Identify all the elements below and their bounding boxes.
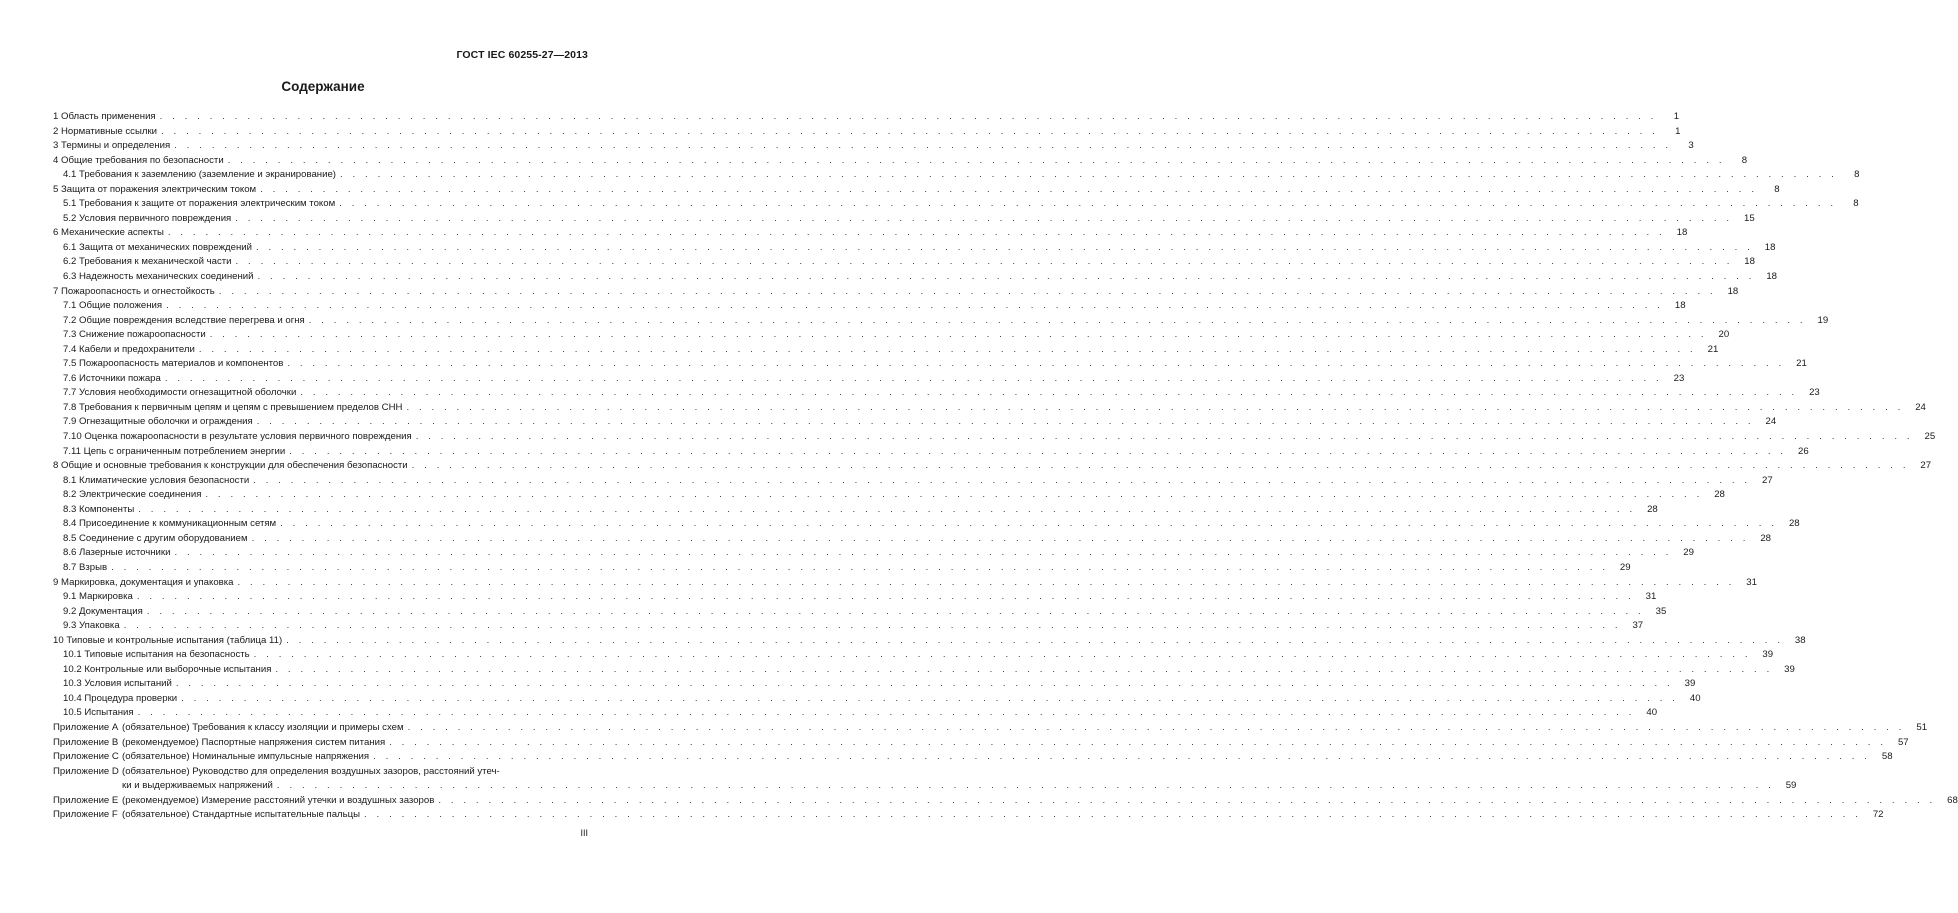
toc-entry-page: 3: [1688, 140, 1694, 152]
toc-leader-dots: . . . . . . . . . . . . . . . . . . . . . . . . . . . . . . . . . . . . . . . . . . . . . . . . . . . . . . . . . . . . . . . . . . . . . . . . . . . . . . . . . . . . . . . . . . . . . . . . . . . . . . . . . . . . . . . . . . . . . . . .: [161, 125, 1659, 137]
toc-entry-page: 27: [1920, 460, 1932, 472]
toc-leader-dots: . . . . . . . . . . . . . . . . . . . . . . . . . . . . . . . . . . . . . . . . . . . . . . . . . . . . . . . . . . . . . . . . . . . . . . . . . . . . . . . . . . . . . . . . . . . . . . . . . . . . . . . . . . . . . . . . . . . . . . . .: [257, 271, 1755, 283]
toc-entry[interactable]: [53, 226, 1688, 241]
toc-leader-dots: . . . . . . . . . . . . . . . . . . . . . . . . . . . . . . . . . . . . . . . . . . . . . . . . . . . . . . . . . . . . . . . . . . . . . . . . . . . . . . . . . . . . . . . . . . . . . . . . . . . . . . . . . . . . . . . . . . . . . . . .: [235, 256, 1733, 268]
toc-entry-page: 18: [1766, 271, 1777, 283]
toc-entry-label: 8.6 Лазерные источники: [63, 547, 171, 559]
toc-entry-label: 7.6 Источники пожара: [63, 372, 161, 384]
toc-entry-page: 18: [1764, 241, 1776, 253]
toc-entry-label: 10.5 Испытания: [63, 707, 134, 719]
toc-leader-dots: . . . . . . . . . . . . . . . . . . . . . . . . . . . . . . . . . . . . . . . . . . . . . . . . . . . . . . . . . . . . . . . . . . . . . . . . . . . . . . . . . . . . . . . . . . . . . . . . . . . . . . . . . . . . . . . . . . . . . . . .: [174, 547, 1672, 559]
toc-leader-dots: . . . . . . . . . . . . . . . . . . . . . . . . . . . . . . . . . . . . . . . . . . . . . . . . . . . . . . . . . . . . . . . . . . . . . . . . . . . . . . . . . . . . . . . . . . . . . . . . . . . . . . . . . . . . . . . . . . . . . . . .: [218, 285, 1717, 297]
toc-leader-dots: . . . . . . . . . . . . . . . . . . . . . . . . . . . . . . . . . . . . . . . . . . . . . . . . . . . . . . . . . . . . . . . . . . . . . . . . . . . . . . . . . . . . . . . . . . . . . . . . . . . . . . . . . . . . . . . . . . . . . . . .: [340, 169, 1838, 181]
toc-entry-page: 28: [1714, 489, 1725, 501]
toc-entry-label: 10 Типовые и контрольные испытания (таблица 11): [53, 634, 283, 646]
appendix-entry[interactable]: [53, 794, 1958, 809]
toc-entry-page: 40: [1689, 692, 1701, 704]
toc-entry-label: 2 Нормативные ссылки: [53, 125, 158, 137]
toc-leader-dots: . . . . . . . . . . . . . . . . . . . . . . . . . . . . . . . . . . . . . . . . . . . . . . . . . . . . . . . . . . . . . . . . . . . . . . . . . . . . . . . . . . . . . . . . . . . . . . . . . . . . . . . . . . . . . . . . . . . . . . . .: [406, 401, 1904, 413]
appendix-title: (обязательное) Стандартные испытательные пальцы: [122, 809, 361, 821]
toc-entry-page: 31: [1645, 591, 1657, 603]
toc-entry-label: 9.1 Маркировка: [63, 591, 133, 603]
toc-leader-dots: . . . . . . . . . . . . . . . . . . . . . . . . . . . . . . . . . . . . . . . . . . . . . . . . . . . . . . . . . . . . . . . . . . . . . . . . . . . . . . . . . . . . . . . . . . . . . . . . . . . . . . . . . . . . . . . . . . . . . . . .: [300, 387, 1798, 399]
toc-entry-page: 23: [1809, 387, 1820, 399]
toc-entry-label: 8.5 Соединение с другим оборудованием: [63, 532, 248, 544]
toc-leader-dots: . . . . . . . . . . . . . . . . . . . . . . . . . . . . . . . . . . . . . . . . . . . . . . . . . . . . . . . . . . . . . . . . . . . . . . . . . . . . . . . . . . . . . . . . . . . . . . . . . . . . . . . . . . . . . . . . . . . . . . . .: [287, 358, 1785, 370]
appendix-entry[interactable]: [53, 808, 1884, 823]
toc-entry-page: 39: [1762, 649, 1774, 661]
toc-entry-page: 37: [1632, 620, 1644, 632]
toc-entry-page: 1: [1673, 111, 1680, 122]
toc-entry-label: 7.11 Цепь с ограниченным потреблением энергии: [63, 445, 286, 457]
toc-entry[interactable]: [53, 590, 1657, 605]
toc-entry[interactable]: [53, 183, 1780, 198]
toc-leader-dots: . . . . . . . . . . . . . . . . . . . . . . . . . . . . . . . . . . . . . . . . . . . . . . . . . . . . . . . . . . . . . . . . . . . . . . . . . . . . . . . . . . . . . . . . . . . . . . . . . . . . . . . . . . . . . . . . . . . . . . . .: [174, 140, 1672, 152]
toc-entry[interactable]: [53, 459, 1932, 474]
toc-entry[interactable]: [53, 299, 1686, 314]
appendix-title: (обязательное) Требования к классу изоляции и примеры схем: [122, 721, 404, 733]
toc-entry-page: 23: [1673, 372, 1685, 384]
toc-leader-dots: . . . . . . . . . . . . . . . . . . . . . . . . . . . . . . . . . . . . . . . . . . . . . . . . . . . . . . . . . . . . . . . . . . . . . . . . . . . . . . . . . . . . . . . . . . . . . . . . . . . . . . . . . . . . . . . . . . . . . . . .: [255, 241, 1754, 253]
toc-entry[interactable]: [53, 197, 1859, 212]
toc-entry-label: 5.2 Условия первичного повреждения: [63, 212, 232, 224]
toc-entry[interactable]: [53, 255, 1755, 270]
toc-entry-page: 8: [1774, 183, 1780, 195]
toc-leader-dots: . . . . . . . . . . . . . . . . . . . . . . . . . . . . . . . . . . . . . . . . . . . . . . . . . . . . . . . . . . . . . . . . . . . . . . . . . . . . . . . . . . . . . . . . . . . . . . . . . . . . . . . . . . . . . . . . . . . . . . . .: [308, 314, 1807, 326]
toc-leader-dots: . . . . . . . . . . . . . . . . . . . . . . . . . . . . . . . . . . . . . . . . . . . . . . . . . . . . . . . . . . . . . . . . . . . . . . . . . . . . . . . . . . . . . . . . . . . . . . . . . . . . . . . . . . . . . . . . . . . . . . . .: [138, 503, 1636, 515]
appendix-prefix: Приложение D: [53, 765, 119, 777]
document-code: ГОСТ IEC 60255-27—2013: [456, 49, 588, 61]
toc-entry-page: 38: [1794, 634, 1806, 646]
toc-leader-dots: . . . . . . . . . . . . . . . . . . . . . . . . . . . . . . . . . . . . . . . . . . . . . . . . . . . . . . . . . . . . . . . . . . . . . . . . . . . . . . . . . . . . . . . . . . . . . . . . . . . . . . . . . . . . . . . . . . . . . . . .: [136, 591, 1635, 603]
toc-entry-page: 18: [1676, 227, 1688, 239]
toc-leader-dots: . . . . . . . . . . . . . . . . . . . . . . . . . . . . . . . . . . . . . . . . . . . . . . . . . . . . . . . . . . . . . . . . . . . . . . . . . . . . . . . . . . . . . . . . . . . . . . . . . . . . . . . . . . . . . . . . . . . . . . . .: [166, 300, 1664, 312]
toc-leader-dots: . . . . . . . . . . . . . . . . . . . . . . . . . . . . . . . . . . . . . . . . . . . . . . . . . . . . . . . . . . . . . . . . . . . . . . . . . . . . . . . . . . . . . . . . . . . . . . . . . . . . . . . . . . . . . . . . . . . . . . . .: [373, 751, 1871, 763]
toc-entry-label: 5.1 Требования к защите от поражения электрическим током: [63, 198, 336, 210]
toc-leader-dots: . . . . . . . . . . . . . . . . . . . . . . . . . . . . . . . . . . . . . . . . . . . . . . . . . . . . . . . . . . . . . . . . . . . . . . . . . . . . . . . . . . . . . . . . . . . . . . . . . . . . . . . . . . . . . . . . . . . . . . . .: [111, 561, 1609, 573]
toc-entry[interactable]: [53, 285, 1739, 300]
toc-entry[interactable]: [53, 168, 1860, 183]
toc-entry[interactable]: [53, 154, 1748, 169]
toc-entry[interactable]: [53, 270, 1777, 285]
toc-entry[interactable]: [53, 488, 1725, 503]
toc-entry-page: 1: [1675, 125, 1681, 137]
appendix-title-continued: ки и выдерживаемых напряжений: [122, 780, 273, 792]
appendix-prefix: Приложение C: [53, 751, 119, 763]
toc-entry-label: 6 Механические аспекты: [53, 227, 164, 239]
toc-entry[interactable]: [53, 328, 1730, 343]
toc-leader-dots: . . . . . . . . . . . . . . . . . . . . . . . . . . . . . . . . . . . . . . . . . . . . . . . . . . . . . . . . . . . . . . . . . . . . . . . . . . . . . . . . . . . . . . . . . . . . . . . . . . . . . . . . . . . . . . . . . . . . . . . .: [275, 663, 1773, 675]
toc-entry-page: 21: [1796, 358, 1807, 370]
toc-leader-dots: . . . . . . . . . . . . . . . . . . . . . . . . . . . . . . . . . . . . . . . . . . . . . . . . . . . . . . . . . . . . . . . . . . . . . . . . . . . . . . . . . . . . . . . . . . . . . . . . . . . . . . . . . . . . . . . . . . . . . . . .: [286, 634, 1784, 646]
toc-leader-dots: . . . . . . . . . . . . . . . . . . . . . . . . . . . . . . . . . . . . . . . . . . . . . . . . . . . . . . . . . . . . . . . . . . . . . . . . . . . . . . . . . . . . . . . . . . . . . . . . . . . . . . . . . . . . . . . . . . . . . . . .: [175, 678, 1674, 690]
toc-leader-dots: . . . . . . . . . . . . . . . . . . . . . . . . . . . . . . . . . . . . . . . . . . . . . . . . . . . . . . . . . . . . . . . . . . . . . . . . . . . . . . . . . . . . . . . . . . . . . . . . . . . . . . . . . . . . . . . . . . . . . . . .: [280, 518, 1778, 530]
toc-entry[interactable]: [53, 212, 1755, 227]
toc-entry-label: 4.1 Требования к заземлению (заземление и экранирование): [63, 169, 336, 181]
toc-leader-dots: . . . . . . . . . . . . . . . . . . . . . . . . . . . . . . . . . . . . . . . . . . . . . . . . . . . . . . . . . . . . . . . . . . . . . . . . . . . . . . . . . . . . . . . . . . . . . . . . . . . . . . . . . . . . . . . . . . . . . . . .: [227, 154, 1726, 166]
appendix-prefix: Приложение A: [53, 721, 119, 733]
toc-leader-dots: . . . . . . . . . . . . . . . . . . . . . . . . . . . . . . . . . . . . . . . . . . . . . . . . . . . . . . . . . . . . . . . . . . . . . . . . . . . . . . . . . . . . . . . . . . . . . . . . . . . . . . . . . . . . . . . . . . . . . . . .: [411, 460, 1910, 472]
toc-entry-label: 6.1 Защита от механических повреждений: [63, 241, 252, 253]
toc-entry-label: 7.3 Снижение пожароопасности: [63, 329, 206, 341]
toc-leader-dots: . . . . . . . . . . . . . . . . . . . . . . . . . . . . . . . . . . . . . . . . . . . . . . . . . . . . . . . . . . . . . . . . . . . . . . . . . . . . . . . . . . . . . . . . . . . . . . . . . . . . . . . . . . . . . . . . . . . . . . . .: [164, 372, 1663, 384]
toc-leader-dots: . . . . . . . . . . . . . . . . . . . . . . . . . . . . . . . . . . . . . . . . . . . . . . . . . . . . . . . . . . . . . . . . . . . . . . . . . . . . . . . . . . . . . . . . . . . . . . . . . . . . . . . . . . . . . . . . . . . . . . . .: [146, 605, 1645, 617]
toc-entry-page: 25: [1924, 431, 1936, 443]
appendix-entry[interactable]: [53, 750, 1893, 765]
appendix-page: 57: [1897, 736, 1909, 748]
toc-entry-page: 24: [1915, 401, 1926, 413]
toc-entry[interactable]: [53, 605, 1667, 620]
toc-entry[interactable]: [53, 576, 1757, 591]
toc-entry-page: 29: [1683, 547, 1694, 559]
appendix-prefix: Приложение F: [53, 809, 118, 821]
toc-entry-page: 21: [1707, 343, 1719, 355]
toc-entry-label: 10.3 Условия испытаний: [63, 678, 172, 690]
toc-entry-label: 8.4 Присоединение к коммуникационным сетям: [63, 518, 277, 530]
appendix-page: 58: [1881, 751, 1893, 763]
toc-leader-dots: . . . . . . . . . . . . . . . . . . . . . . . . . . . . . . . . . . . . . . . . . . . . . . . . . . . . . . . . . . . . . . . . . . . . . . . . . . . . . . . . . . . . . . . . . . . . . . . . . . . . . . . . . . . . . . . . . . . . . . . .: [438, 794, 1936, 806]
toc-entry[interactable]: [53, 125, 1681, 140]
appendix-entry-continuation: [53, 779, 1797, 794]
toc-entry-label: 5 Защита от поражения электрическим током: [53, 183, 257, 195]
toc-entry[interactable]: [53, 314, 1829, 329]
toc-entry[interactable]: [53, 561, 1631, 576]
toc-leader-dots: . . . . . . . . . . . . . . . . . . . . . . . . . . . . . . . . . . . . . . . . . . . . . . . . . . . . . . . . . . . . . . . . . . . . . . . . . . . . . . . . . . . . . . . . . . . . . . . . . . . . . . . . . . . . . . . . . . . . . . . .: [123, 620, 1622, 632]
appendix-page: 51: [1916, 721, 1928, 733]
toc-entry-label: 7.8 Требования к первичным цепям и цепям с превышением пределов СНН: [63, 401, 403, 413]
toc-leader-dots: . . . . . . . . . . . . . . . . . . . . . . . . . . . . . . . . . . . . . . . . . . . . . . . . . . . . . . . . . . . . . . . . . . . . . . . . . . . . . . . . . . . . . . . . . . . . . . . . . . . . . . . . . . . . . . . . . . . . . . . .: [339, 198, 1837, 210]
toc-leader-dots: . . . . . . . . . . . . . . . . . . . . . . . . . . . . . . . . . . . . . . . . . . . . . . . . . . . . . . . . . . . . . . . . . . . . . . . . . . . . . . . . . . . . . . . . . . . . . . . . . . . . . . . . . . . . . . . . . . . . . . . .: [137, 707, 1636, 719]
toc-entry[interactable]: [53, 110, 1680, 125]
toc-leader-dots: . . . . . . . . . . . . . . . . . . . . . . . . . . . . . . . . . . . . . . . . . . . . . . . . . . . . . . . . . . . . . . . . . . . . . . . . . . . . . . . . . . . . . . . . . . . . . . . . . . . . . . . . . . . . . . . . . . . . . . . .: [253, 649, 1752, 661]
toc-entry-label: 9.3 Упаковка: [63, 620, 120, 632]
toc-entry[interactable]: [53, 430, 1936, 445]
toc-entry[interactable]: [53, 139, 1694, 154]
toc-entry-label: 10.2 Контрольные или выборочные испытания: [63, 663, 272, 675]
appendix-page: 72: [1872, 809, 1884, 821]
toc-entry-label: 10.1 Типовые испытания на безопасность: [63, 649, 250, 661]
toc-leader-dots: . . . . . . . . . . . . . . . . . . . . . . . . . . . . . . . . . . . . . . . . . . . . . . . . . . . . . . . . . . . . . . . . . . . . . . . . . . . . . . . . . . . . . . . . . . . . . . . . . . . . . . . . . . . . . . . . . . . . . . . .: [276, 780, 1775, 792]
toc-leader-dots: . . . . . . . . . . . . . . . . . . . . . . . . . . . . . . . . . . . . . . . . . . . . . . . . . . . . . . . . . . . . . . . . . . . . . . . . . . . . . . . . . . . . . . . . . . . . . . . . . . . . . . . . . . . . . . . . . . . . . . . .: [364, 809, 1862, 821]
toc-leader-dots: . . . . . . . . . . . . . . . . . . . . . . . . . . . . . . . . . . . . . . . . . . . . . . . . . . . . . . . . . . . . . . . . . . . . . . . . . . . . . . . . . . . . . . . . . . . . . . . . . . . . . . . . . . . . . . . . . . . . . . . .: [237, 576, 1735, 588]
table-of-contents: [53, 110, 1958, 823]
toc-entry[interactable]: [53, 706, 1658, 721]
appendix-title: (обязательное) Номинальные импульсные напряжения: [122, 751, 370, 763]
appendix-prefix: Приложение E: [53, 794, 119, 806]
toc-entry[interactable]: [53, 546, 1694, 561]
toc-entry[interactable]: [53, 517, 1800, 532]
toc-entry-label: 6.3 Надежность механических соединений: [63, 271, 254, 283]
toc-leader-dots: . . . . . . . . . . . . . . . . . . . . . . . . . . . . . . . . . . . . . . . . . . . . . . . . . . . . . . . . . . . . . . . . . . . . . . . . . . . . . . . . . . . . . . . . . . . . . . . . . . . . . . . . . . . . . . . . . . . . . . . .: [198, 343, 1697, 355]
toc-leader-dots: . . . . . . . . . . . . . . . . . . . . . . . . . . . . . . . . . . . . . . . . . . . . . . . . . . . . . . . . . . . . . . . . . . . . . . . . . . . . . . . . . . . . . . . . . . . . . . . . . . . . . . . . . . . . . . . . . . . . . . . .: [167, 227, 1666, 239]
toc-entry-label: 7.2 Общие повреждения вследствие перегрева и огня: [63, 314, 305, 326]
appendix-prefix: Приложение B: [53, 736, 119, 748]
toc-entry[interactable]: [53, 474, 1773, 489]
toc-leader-dots: . . . . . . . . . . . . . . . . . . . . . . . . . . . . . . . . . . . . . . . . . . . . . . . . . . . . . . . . . . . . . . . . . . . . . . . . . . . . . . . . . . . . . . . . . . . . . . . . . . . . . . . . . . . . . . . . . . . . . . . .: [205, 489, 1703, 501]
toc-entry[interactable]: [53, 401, 1926, 416]
toc-entry-label: 8 Общие и основные требования к конструкции для обеспечения безопасности: [53, 460, 408, 472]
toc-leader-dots: . . . . . . . . . . . . . . . . . . . . . . . . . . . . . . . . . . . . . . . . . . . . . . . . . . . . . . . . . . . . . . . . . . . . . . . . . . . . . . . . . . . . . . . . . . . . . . . . . . . . . . . . . . . . . . . . . . . . . . . .: [159, 111, 1658, 122]
toc-leader-dots: . . . . . . . . . . . . . . . . . . . . . . . . . . . . . . . . . . . . . . . . . . . . . . . . . . . . . . . . . . . . . . . . . . . . . . . . . . . . . . . . . . . . . . . . . . . . . . . . . . . . . . . . . . . . . . . . . . . . . . . .: [415, 431, 1914, 443]
toc-entry-label: 8.3 Компоненты: [63, 503, 135, 515]
toc-entry-page: 18: [1727, 285, 1739, 297]
toc-entry-label: 9 Маркировка, документация и упаковка: [53, 576, 234, 588]
toc-entry[interactable]: [53, 532, 1772, 547]
toc-entry-label: 4 Общие требования по безопасности: [53, 154, 224, 166]
toc-entry-page: 29: [1619, 561, 1631, 573]
toc-entry-page: 40: [1646, 707, 1658, 719]
toc-entry-page: 28: [1788, 518, 1800, 530]
toc-entry[interactable]: [53, 415, 1777, 430]
toc-leader-dots: . . . . . . . . . . . . . . . . . . . . . . . . . . . . . . . . . . . . . . . . . . . . . . . . . . . . . . . . . . . . . . . . . . . . . . . . . . . . . . . . . . . . . . . . . . . . . . . . . . . . . . . . . . . . . . . . . . . . . . . .: [389, 736, 1887, 748]
toc-entry[interactable]: [53, 372, 1685, 387]
toc-entry-label: 7.5 Пожароопасность материалов и компонентов: [63, 358, 284, 370]
toc-entry-page: 8: [1853, 198, 1859, 210]
toc-leader-dots: . . . . . . . . . . . . . . . . . . . . . . . . . . . . . . . . . . . . . . . . . . . . . . . . . . . . . . . . . . . . . . . . . . . . . . . . . . . . . . . . . . . . . . . . . . . . . . . . . . . . . . . . . . . . . . . . . . . . . . . .: [235, 212, 1733, 224]
toc-entry-page: 27: [1761, 474, 1773, 486]
toc-entry[interactable]: [53, 343, 1719, 358]
toc-leader-dots: . . . . . . . . . . . . . . . . . . . . . . . . . . . . . . . . . . . . . . . . . . . . . . . . . . . . . . . . . . . . . . . . . . . . . . . . . . . . . . . . . . . . . . . . . . . . . . . . . . . . . . . . . . . . . . . . . . . . . . . .: [407, 721, 1906, 733]
toc-entry-label: 7 Пожароопасность и огнестойкость: [53, 285, 215, 297]
toc-entry-label: 7.10 Оценка пожароопасности в результате условия первичного повреждения: [63, 431, 412, 443]
toc-entry[interactable]: [53, 634, 1806, 649]
page-number: III: [580, 828, 588, 838]
toc-leader-dots: . . . . . . . . . . . . . . . . . . . . . . . . . . . . . . . . . . . . . . . . . . . . . . . . . . . . . . . . . . . . . . . . . . . . . . . . . . . . . . . . . . . . . . . . . . . . . . . . . . . . . . . . . . . . . . . . . . . . . . . .: [256, 416, 1755, 428]
toc-leader-dots: . . . . . . . . . . . . . . . . . . . . . . . . . . . . . . . . . . . . . . . . . . . . . . . . . . . . . . . . . . . . . . . . . . . . . . . . . . . . . . . . . . . . . . . . . . . . . . . . . . . . . . . . . . . . . . . . . . . . . . . .: [260, 183, 1758, 195]
toc-entry[interactable]: [53, 663, 1795, 678]
toc-entry-page: 20: [1718, 329, 1730, 341]
toc-entry-page: 18: [1744, 256, 1755, 268]
appendix-entry[interactable]: [53, 736, 1909, 751]
toc-entry-label: 3 Термины и определения: [53, 140, 171, 152]
toc-entry-page: 28: [1647, 503, 1658, 515]
toc-entry[interactable]: [53, 619, 1644, 634]
appendix-entry[interactable]: [53, 721, 1928, 736]
toc-entry-label: 8.1 Климатические условия безопасности: [63, 474, 250, 486]
toc-entry-page: 26: [1798, 445, 1809, 457]
toc-entry[interactable]: [53, 445, 1809, 460]
toc-entry-page: 8: [1741, 154, 1748, 166]
toc-entry-page: 39: [1784, 663, 1795, 675]
toc-entry-page: 18: [1674, 300, 1686, 312]
toc-leader-dots: . . . . . . . . . . . . . . . . . . . . . . . . . . . . . . . . . . . . . . . . . . . . . . . . . . . . . . . . . . . . . . . . . . . . . . . . . . . . . . . . . . . . . . . . . . . . . . . . . . . . . . . . . . . . . . . . . . . . . . . .: [289, 445, 1787, 457]
toc-entry-label: 7.4 Кабели и предохранители: [63, 343, 195, 355]
toc-entry-label: 7.7 Условия необходимости огнезащитной оболочки: [63, 387, 297, 399]
toc-entry-page: 19: [1817, 314, 1829, 326]
toc-entry[interactable]: [53, 648, 1774, 663]
toc-entry-page: 39: [1684, 678, 1696, 690]
toc-leader-dots: . . . . . . . . . . . . . . . . . . . . . . . . . . . . . . . . . . . . . . . . . . . . . . . . . . . . . . . . . . . . . . . . . . . . . . . . . . . . . . . . . . . . . . . . . . . . . . . . . . . . . . . . . . . . . . . . . . . . . . . .: [251, 532, 1750, 544]
toc-entry[interactable]: [53, 241, 1776, 256]
toc-entry-label: 8.2 Электрические соединения: [63, 489, 202, 501]
toc-entry-label: 9.2 Документация: [63, 605, 143, 617]
page-title: Содержание: [281, 79, 365, 94]
toc-entry-page: 28: [1760, 532, 1772, 544]
toc-entry[interactable]: [53, 503, 1658, 518]
toc-entry-label: 10.4 Процедура проверки: [63, 692, 178, 704]
toc-leader-dots: . . . . . . . . . . . . . . . . . . . . . . . . . . . . . . . . . . . . . . . . . . . . . . . . . . . . . . . . . . . . . . . . . . . . . . . . . . . . . . . . . . . . . . . . . . . . . . . . . . . . . . . . . . . . . . . . . . . . . . . .: [253, 474, 1751, 486]
appendix-page: 59: [1785, 780, 1797, 792]
appendix-title: (рекомендуемое) Паспортные напряжения систем питания: [122, 736, 386, 748]
toc-leader-dots: . . . . . . . . . . . . . . . . . . . . . . . . . . . . . . . . . . . . . . . . . . . . . . . . . . . . . . . . . . . . . . . . . . . . . . . . . . . . . . . . . . . . . . . . . . . . . . . . . . . . . . . . . . . . . . . . . . . . . . . .: [209, 329, 1708, 341]
toc-entry-page: 15: [1744, 212, 1755, 224]
appendix-title: (обязательное) Руководство для определения воздушных зазоров, расстояний утеч-: [122, 765, 500, 777]
toc-entry-label: 8.7 Взрыв: [63, 561, 108, 573]
toc-entry[interactable]: [53, 357, 1807, 372]
appendix-page: 68: [1947, 794, 1958, 806]
toc-entry-label: 7.1 Общие положения: [63, 300, 163, 312]
toc-leader-dots: . . . . . . . . . . . . . . . . . . . . . . . . . . . . . . . . . . . . . . . . . . . . . . . . . . . . . . . . . . . . . . . . . . . . . . . . . . . . . . . . . . . . . . . . . . . . . . . . . . . . . . . . . . . . . . . . . . . . . . . .: [181, 692, 1679, 704]
toc-entry[interactable]: [53, 386, 1820, 401]
toc-entry-page: 24: [1765, 416, 1777, 428]
appendix-title: (рекомендуемое) Измерение расстояний утечки и воздушных зазоров: [122, 794, 435, 806]
toc-entry-page: 31: [1746, 576, 1757, 588]
appendix-entry[interactable]: [53, 765, 587, 780]
toc-entry-label: 7.9 Огнезащитные оболочки и ограждения: [63, 416, 253, 428]
toc-entry-page: 35: [1655, 605, 1667, 617]
toc-entry-page: 8: [1854, 169, 1860, 181]
toc-entry-label: 1 Область применения: [53, 111, 156, 122]
toc-entry[interactable]: [53, 677, 1696, 692]
toc-entry-label: 6.2 Требования к механической части: [63, 256, 232, 268]
toc-entry[interactable]: [53, 692, 1701, 707]
